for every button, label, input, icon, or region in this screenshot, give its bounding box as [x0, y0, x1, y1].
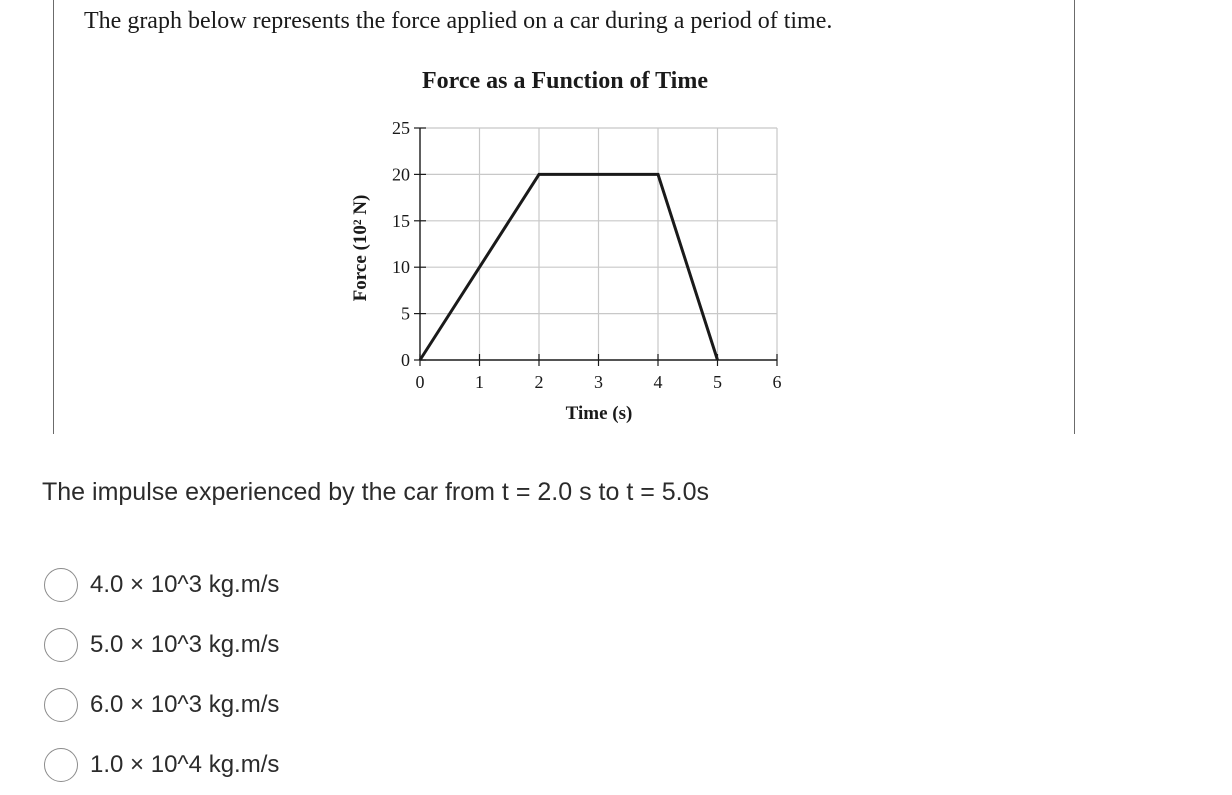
answer-option-label: 6.0 × 10^3 kg.m/s	[90, 691, 280, 718]
chart-title: Force as a Function of Time	[422, 68, 708, 94]
x-tick-label: 4	[653, 372, 663, 392]
y-tick-label: 15	[392, 210, 410, 231]
question-text: The impulse experienced by the car from t = 2.0 s to t = 5.0s	[42, 478, 710, 506]
x-tick-label: 1	[475, 372, 484, 392]
y-tick-label: 0	[401, 350, 410, 370]
radio-button-icon[interactable]	[44, 628, 78, 662]
answer-option-1[interactable]	[44, 555, 279, 615]
answer-option-3[interactable]	[44, 675, 279, 735]
radio-button-icon[interactable]	[44, 688, 78, 722]
x-axis-label: Time (s)	[565, 403, 633, 424]
answer-options	[44, 555, 279, 795]
answer-option-2[interactable]	[44, 615, 279, 675]
y-tick-label: 25	[392, 118, 410, 138]
answer-option-label: 4.0 × 10^3 kg.m/s	[90, 571, 280, 598]
radio-button-icon[interactable]	[44, 748, 78, 782]
x-tick-label: 0	[415, 372, 425, 392]
y-tick-label: 20	[392, 164, 410, 185]
chart-ticks	[392, 118, 782, 392]
y-tick-label: 10	[392, 257, 410, 278]
intro-text: The graph below represents the force applied on a car during a period of time.	[84, 8, 833, 34]
chart-grid	[420, 128, 777, 360]
x-tick-label: 3	[594, 372, 603, 392]
x-tick-label: 2	[534, 372, 544, 392]
x-tick-label: 5	[713, 372, 722, 392]
answer-option-label: 5.0 × 10^3 kg.m/s	[90, 631, 280, 658]
answer-option-label: 1.0 × 10^4 kg.m/s	[90, 751, 280, 778]
y-axis-label: Force (10² N)	[350, 194, 371, 302]
x-tick-label: 6	[772, 372, 782, 392]
y-tick-label: 5	[401, 303, 410, 324]
radio-button-icon[interactable]	[44, 568, 78, 602]
answer-option-4[interactable]	[44, 735, 279, 795]
